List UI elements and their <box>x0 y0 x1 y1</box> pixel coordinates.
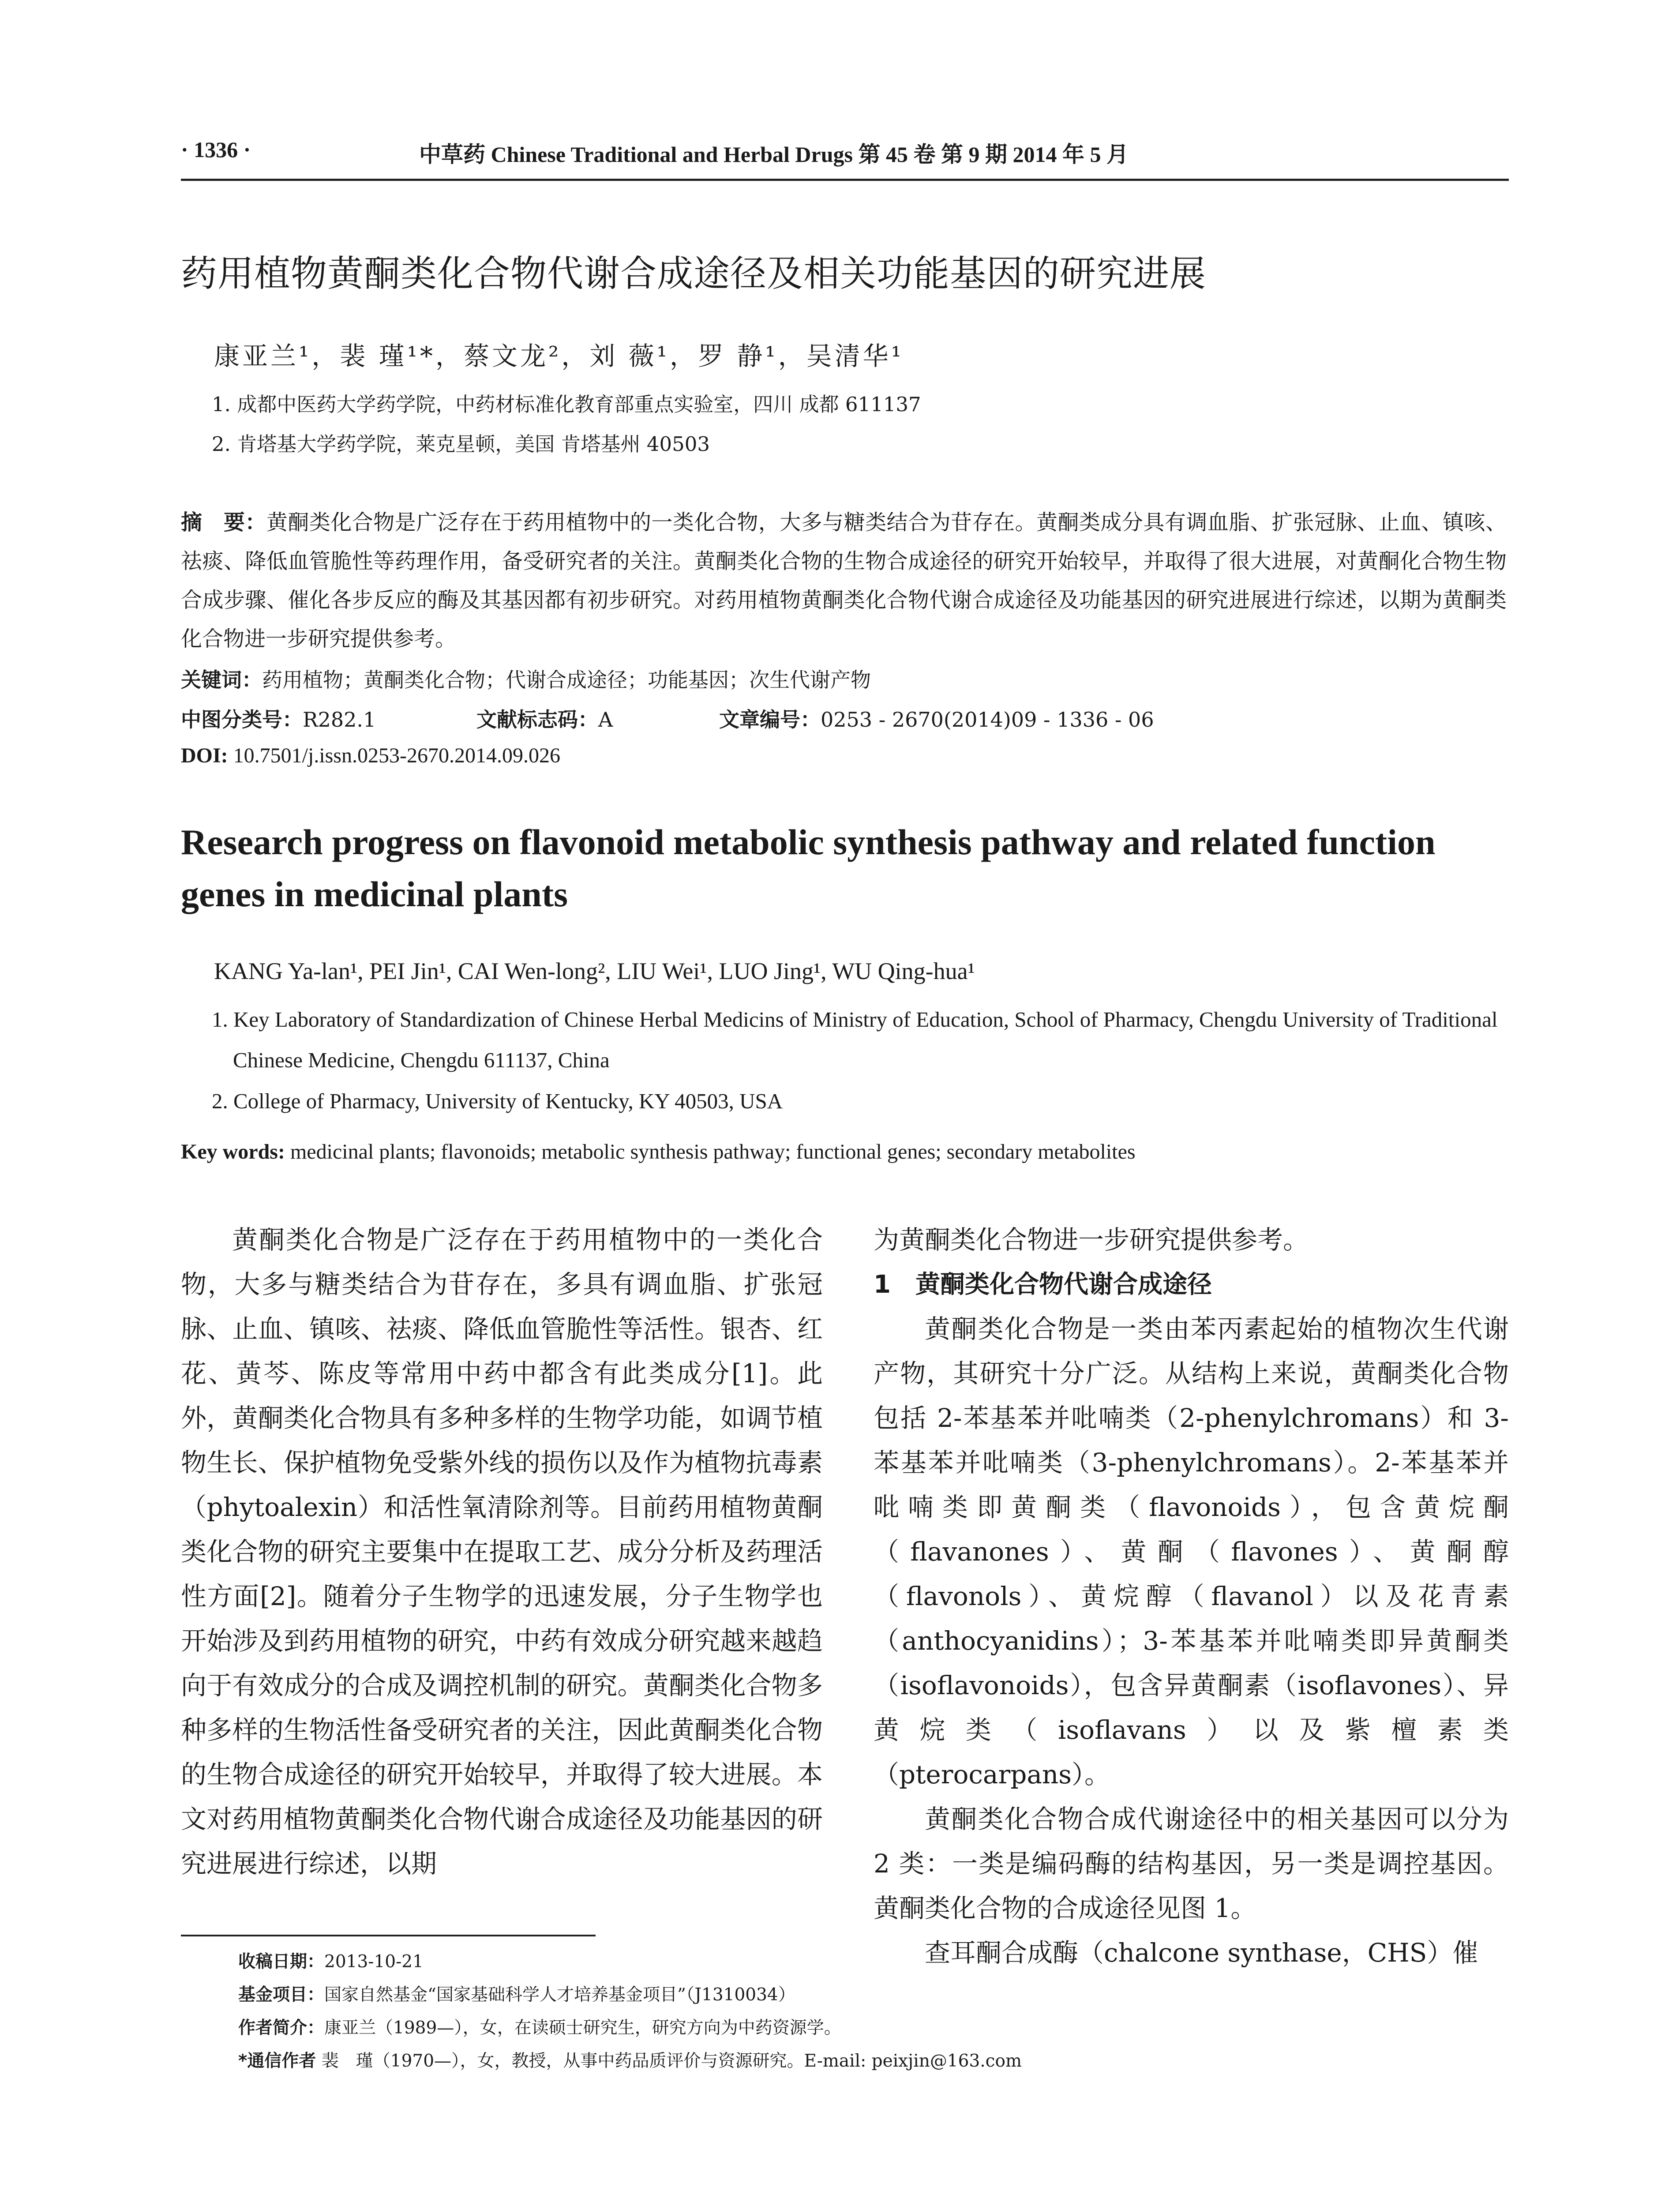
footnote-received <box>238 1948 424 1973</box>
title-english: Research progress on flavonoid metabolic synthesis pathway and related function genes in medicinal plants <box>181 822 1436 914</box>
footnote-text: 康亚兰（1989—），女，在读硕士研究生，研究方向为中药资源学。 <box>324 2018 841 2038</box>
intro-paragraph: 黄酮类化合物是广泛存在于药用植物中的一类化合物，大多与糖类结合为苷存在，多具有调血脂、扩张冠脉、止血、镇咳、祛痰、降低血管脆性等活性。银杏、红花、黄芩、陈皮等常用中药中都含有此类成分[1]。此外，黄酮类化合物具有多种多样的生物学功能，如调节植物生长、保护植物免受紫外线的损伤以及作为植物抗毒素（phytoalexin）和活性氧清除剂等。目前药用植物黄酮类化合物的研究主要集中在提取工艺、成分分析及药理活性方面[2]。随着分子生物学的迅速发展，分子生物学也开始涉及到药用植物的研究，中药有效成分研究越来越趋向于有效成分的合成及调控机制的研究。黄酮类化合物多种多样的生物活性备受研究者的关注，因此黄酮类化合物的生物合成途径的研究开始较早，并取得了较大进展。本文对药用植物黄酮类化合物代谢合成途径及功能基因的研究进展进行综述，以期 <box>181 1225 823 1879</box>
section-paragraph-2: 黄酮类化合物合成代谢途径中的相关基因可以分为 2 类：一类是编码酶的结构基因，另一类是调控基因。黄酮类化合物的合成途径见图 1。 <box>874 1804 1509 1923</box>
footnote-text: 2013-10-21 <box>324 1952 424 1972</box>
journal-info: 中草药 Chinese Traditional and Herbal Drugs 第 45 卷 第 9 期 2014 年 5 月 <box>419 142 1129 167</box>
footnote-author-bio <box>238 2014 841 2039</box>
section-paragraph-3: 查耳酮合成酶（chalcone synthase，CHS）催 <box>925 1938 1478 1968</box>
document-code <box>476 704 613 733</box>
page-number: · 1336 · <box>181 137 251 162</box>
keywords-label: 关键词： <box>181 668 262 692</box>
article-value: 0253 - 2670(2014)09 - 1336 - 06 <box>821 708 1154 732</box>
footnote-label: *通信作者 <box>238 2051 316 2071</box>
footnote-rule <box>181 1935 596 1936</box>
authors-english: KANG Ya-lan¹, PEI Jin¹, CAI Wen-long², LIU Wei¹, LUO Jing¹, WU Qing-hua¹ <box>214 958 975 984</box>
doi-label: DOI: <box>181 744 228 767</box>
affiliation-cn-1: 1. 成都中医药大学药学院，中药材标准化教育部重点实验室，四川 成都 611137 <box>212 393 921 416</box>
authors-chinese: 康亚兰¹，裴 瑾¹*，蔡文龙²，刘 薇¹，罗 静¹，吴清华¹ <box>214 341 904 371</box>
footnote-corresponding <box>238 2047 1022 2072</box>
clc-label: 中图分类号： <box>181 708 303 732</box>
running-header <box>181 137 1508 172</box>
body-left-column <box>181 1218 823 1886</box>
abstract-text: 黄酮类化合物是广泛存在于药用植物中的一类化合物，大多与糖类结合为苷存在。黄酮类成分具有调血脂、扩张冠脉、止血、镇咳、祛痰、降低血管脆性等药理作用，备受研究者的关注。黄酮类化合物的生物合成途径的研究开始较早，并取得了很大进展，对黄酮化合物生物合成步骤、催化各步反应的酶及其基因都有初步研究。对药用植物黄酮类化合物代谢合成途径及功能基因的研究进展进行综述，以期为黄酮类化合物进一步研究提供参考。 <box>181 510 1507 651</box>
keywords-english <box>181 1140 1136 1164</box>
affiliation-en-2: 2. College of Pharmacy, University of Kentucky, KY 40503, USA <box>212 1089 783 1113</box>
keywords <box>181 664 871 693</box>
doc-label: 文献标志码： <box>476 708 598 732</box>
keywords-en-text: medicinal plants; flavonoids; metabolic synthesis pathway; functional genes; secondary metabolites <box>290 1140 1136 1163</box>
footnote-label: 作者简介： <box>238 2018 325 2038</box>
header-rule <box>181 179 1509 181</box>
footnote-label: 收稿日期： <box>238 1952 325 1972</box>
article-label: 文章编号： <box>719 708 821 732</box>
footnote-label: 基金项目： <box>238 1985 325 2005</box>
intro-continuation: 为黄酮类化合物进一步研究提供参考。 <box>874 1225 1309 1255</box>
section-paragraph-1: 黄酮类化合物是一类由苯丙素起始的植物次生代谢产物，其研究十分广泛。从结构上来说，黄酮类化合物包括 2-苯基苯并吡喃类（2-phenylchromans）和 3-苯基苯并吡喃类（3-phenylchromans）。2-苯基苯并吡喃类即黄酮类（flavonoids），包含黄烷酮（flavanones）、黄酮（flavones）、黄酮醇（flavonols）、黄烷醇（flavanol）以及花青素（anthocyanidins）；3-苯基苯并吡喃类即异黄酮类（isoflavonoids），包含异黄酮素（isoflavones）、异黄烷类（isoflavans）以及紫檀素类（pterocarpans）。 <box>874 1314 1509 1790</box>
article-number <box>719 704 1154 733</box>
section-heading: 1 黄酮类化合物代谢合成途径 <box>874 1270 1212 1299</box>
doc-value: A <box>598 708 613 732</box>
abstract <box>181 503 1507 658</box>
footnote-text: 裴 瑾（1970—），女，教授，从事中药品质评价与资源研究。E-mail: peixjin@163.com <box>316 2051 1022 2071</box>
keywords-text: 药用植物；黄酮类化合物；代谢合成途径；功能基因；次生代谢产物 <box>262 668 871 692</box>
doi-value: 10.7501/j.issn.0253-2670.2014.09.026 <box>233 744 561 767</box>
keywords-en-label: Key words: <box>181 1140 285 1163</box>
clc-number <box>181 704 376 733</box>
affiliation-en-1: 1. Key Laboratory of Standardization of Chinese Herbal Medicins of Ministry of Education, School of Pharmacy, Chengdu University of Traditional Chinese Medicine, Chengdu 611137, China <box>212 1007 1498 1072</box>
affiliation-cn-2: 2. 肯塔基大学药学院，莱克星顿，美国 肯塔基州 40503 <box>212 432 710 456</box>
footnote-text: 国家自然基金“国家基础科学人才培养基金项目”（J1310034） <box>324 1985 795 2005</box>
abstract-label: 摘 要： <box>181 510 266 535</box>
title-chinese: 药用植物黄酮类化合物代谢合成途径及相关功能基因的研究进展 <box>181 253 1207 295</box>
body-right-column <box>874 1218 1509 1975</box>
clc-value: R282.1 <box>303 708 376 732</box>
doi <box>181 743 560 768</box>
footnote-funding <box>238 1981 795 2006</box>
